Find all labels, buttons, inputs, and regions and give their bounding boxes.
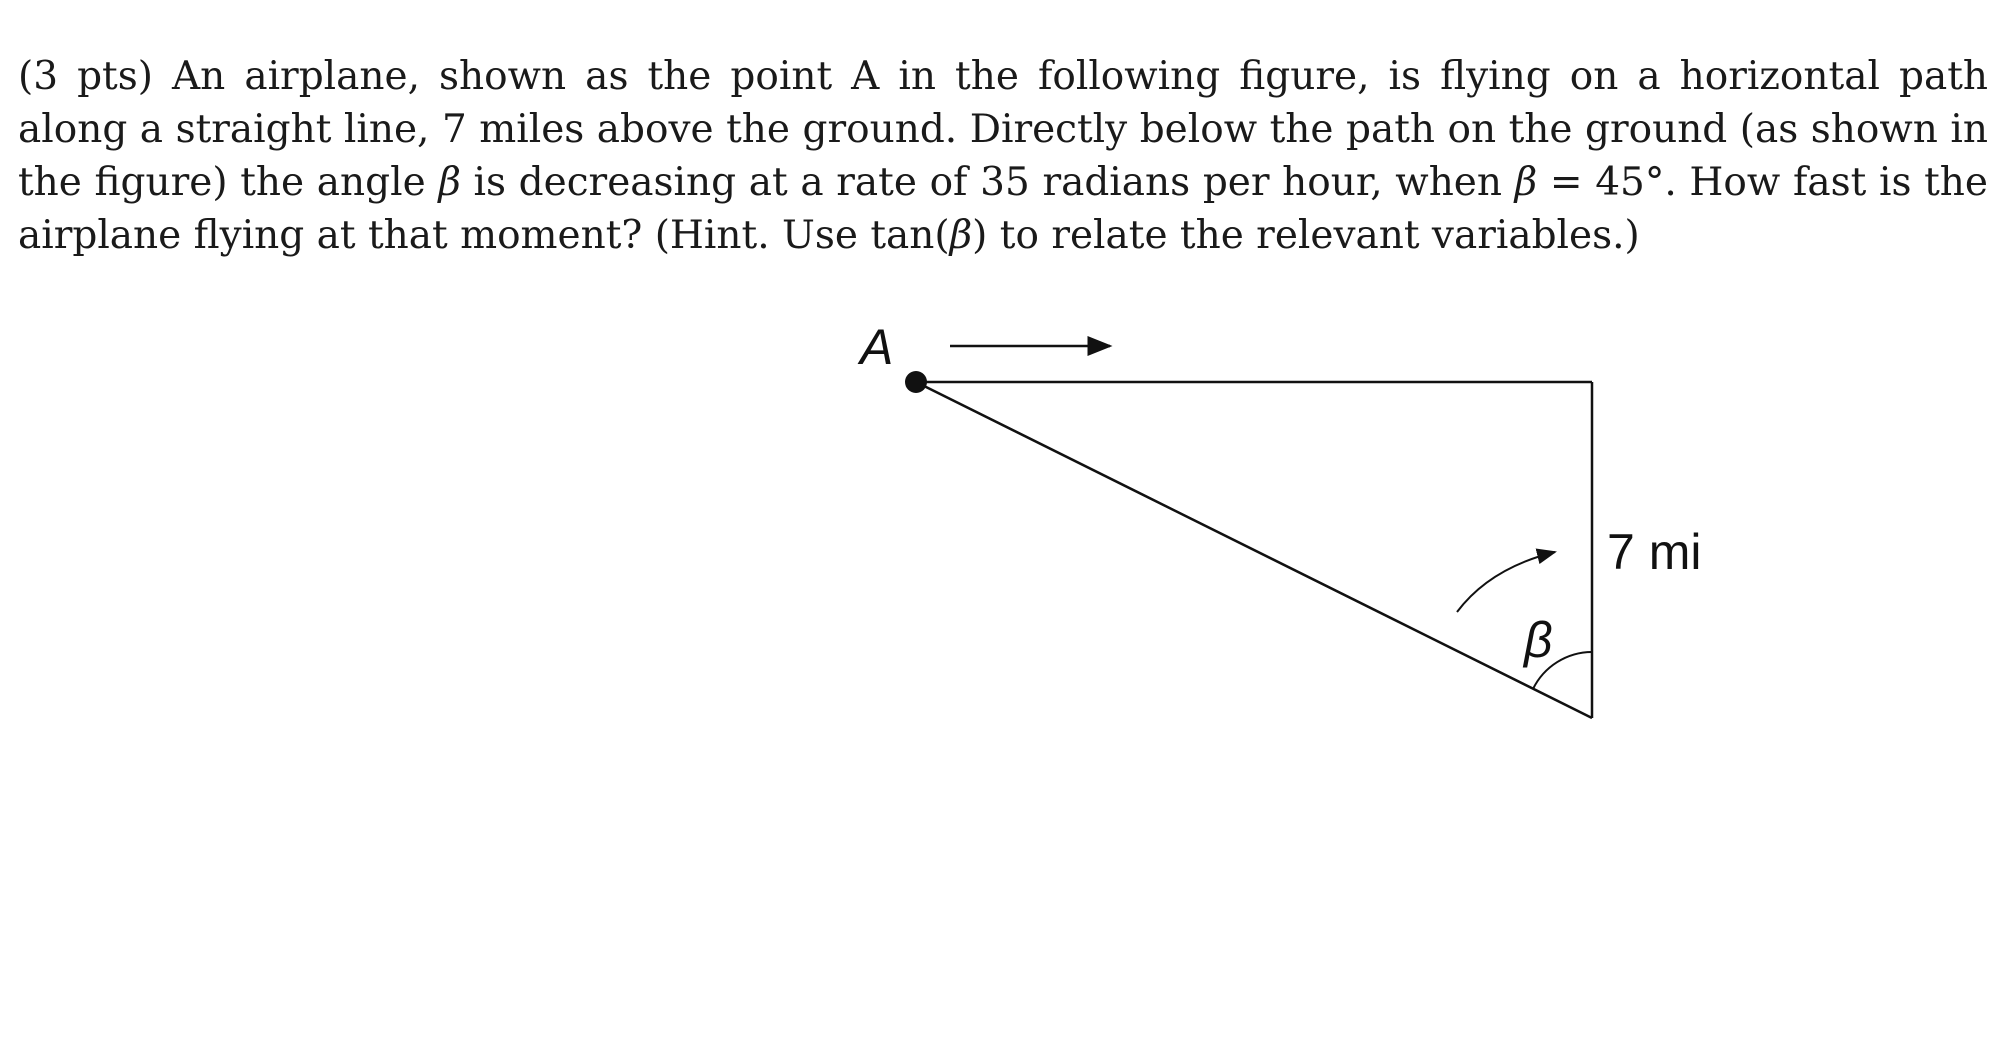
angle-change-arrow (1457, 552, 1555, 612)
airplane-point (905, 371, 927, 393)
problem-text-part-2: is decreasing at a rate of 35 radians per hour, when (460, 160, 1515, 205)
point-a-label: A (860, 319, 894, 375)
altitude-label: 7 mi (1607, 524, 1702, 580)
problem-text-part-3: = 45°. How fast is the airplane flying at that moment? (Hint. Use tan( (18, 160, 1988, 258)
beta-symbol: β (1514, 160, 1538, 205)
problem-text-part-1: (3 pts) An airplane, shown as the point A in the following figure, is flying on a horizontal path along a straight line, 7 miles above the ground. Directly below the path on the ground (as shown in the figure) the angle (18, 54, 1988, 205)
problem-text-part-4: ) to relate the relevant variables.) (972, 213, 1640, 258)
line-of-sight (916, 382, 1592, 718)
beta-symbol: β (438, 160, 461, 205)
angle-beta-label: β (1524, 612, 1553, 668)
beta-symbol: β (949, 213, 973, 258)
